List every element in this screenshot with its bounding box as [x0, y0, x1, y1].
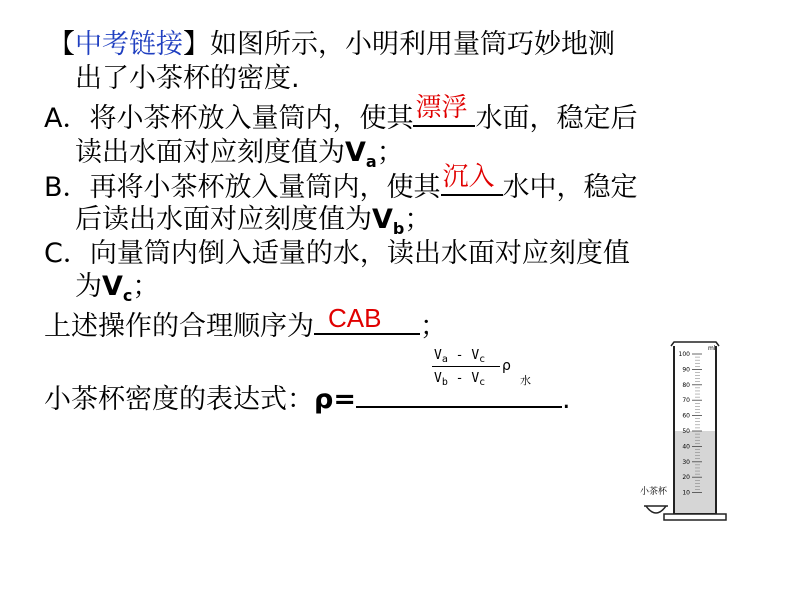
tick-label: 30: [682, 458, 690, 466]
step-b-text-3: 后读出水面对应刻度值为: [75, 204, 372, 235]
step-a-sub: a: [365, 152, 377, 171]
bracket-open: 【: [48, 29, 75, 60]
step-b-end: ；: [404, 204, 432, 235]
order-line: [44, 303, 447, 344]
step-a-blank: [413, 93, 475, 127]
density-end: .: [561, 384, 571, 415]
step-c-sub: c: [122, 286, 133, 305]
formula-rho-sub: 水: [520, 374, 531, 387]
cylinder-unit: ml: [708, 345, 716, 352]
step-b-blank: [441, 162, 503, 196]
tick-label: 20: [682, 474, 690, 482]
density-label: 小茶杯密度的表达式：: [44, 384, 314, 415]
step-a-text-1: A．将小茶杯放入量筒内，使其: [44, 103, 414, 134]
formula-denominator: $V_b - V_c$: [434, 371, 486, 388]
order-end: ；: [420, 311, 447, 342]
cup-icon: [646, 506, 666, 513]
tick-label: 40: [682, 443, 690, 451]
step-b-line-1: [44, 162, 638, 205]
step-a-text-2: 水面，稳定后: [475, 103, 638, 134]
density-line: [44, 382, 571, 417]
tick-label: 10: [682, 489, 690, 497]
bracket-close: 】: [183, 29, 210, 60]
tick-label: 100: [678, 351, 690, 358]
step-a-text-3: 读出水面对应刻度值为: [75, 137, 345, 168]
order-answer: CAB: [328, 303, 382, 333]
problem-intro-line-2: [75, 62, 300, 96]
formula-numerator: $V_a - V_c$: [434, 348, 486, 365]
cylinder-base: [664, 514, 726, 520]
intro-text-1: 如图所示，小明利用量筒巧妙地测: [210, 29, 615, 60]
cup-label: 小茶杯: [640, 487, 668, 497]
step-b-answer: 沉入: [442, 162, 495, 192]
tick-label: 80: [682, 381, 690, 389]
formula-fraction-bar: [432, 366, 500, 367]
problem-intro-line-1: [48, 28, 615, 62]
step-b-text-2: 水中，稳定: [502, 172, 638, 203]
intro-text-2: 出了小茶杯的密度.: [75, 63, 300, 94]
graduated-cylinder: [640, 338, 730, 528]
step-c-line-1: [44, 237, 630, 271]
tick-label: 60: [682, 412, 690, 420]
step-b-sub: b: [392, 219, 405, 238]
step-b-var: V: [372, 204, 393, 235]
problem-tag: 中考链接: [75, 29, 183, 60]
tick-label: 90: [682, 366, 690, 374]
order-blank: [314, 303, 420, 335]
order-label: 上述操作的合理顺序为: [44, 311, 314, 342]
step-c-text-1: C．向量筒内倒入适量的水，读出水面对应刻度值: [44, 238, 630, 269]
step-a-answer: 漂浮: [415, 93, 468, 123]
tick-label: 50: [682, 428, 690, 435]
tick-label: 70: [682, 397, 690, 405]
formula-rho: ρ: [502, 358, 511, 374]
step-a-end: ；: [376, 137, 404, 168]
density-rho: ρ=: [314, 384, 356, 415]
step-a-line-1: [44, 93, 638, 136]
step-c-var: V: [102, 271, 123, 302]
step-c-line-2: [75, 270, 159, 313]
step-a-var: V: [345, 137, 366, 168]
step-b-text-1: B．再将小茶杯放入量筒内，使其: [44, 172, 441, 203]
step-c-text-2: 为: [75, 271, 102, 302]
step-c-end: ；: [132, 271, 160, 302]
